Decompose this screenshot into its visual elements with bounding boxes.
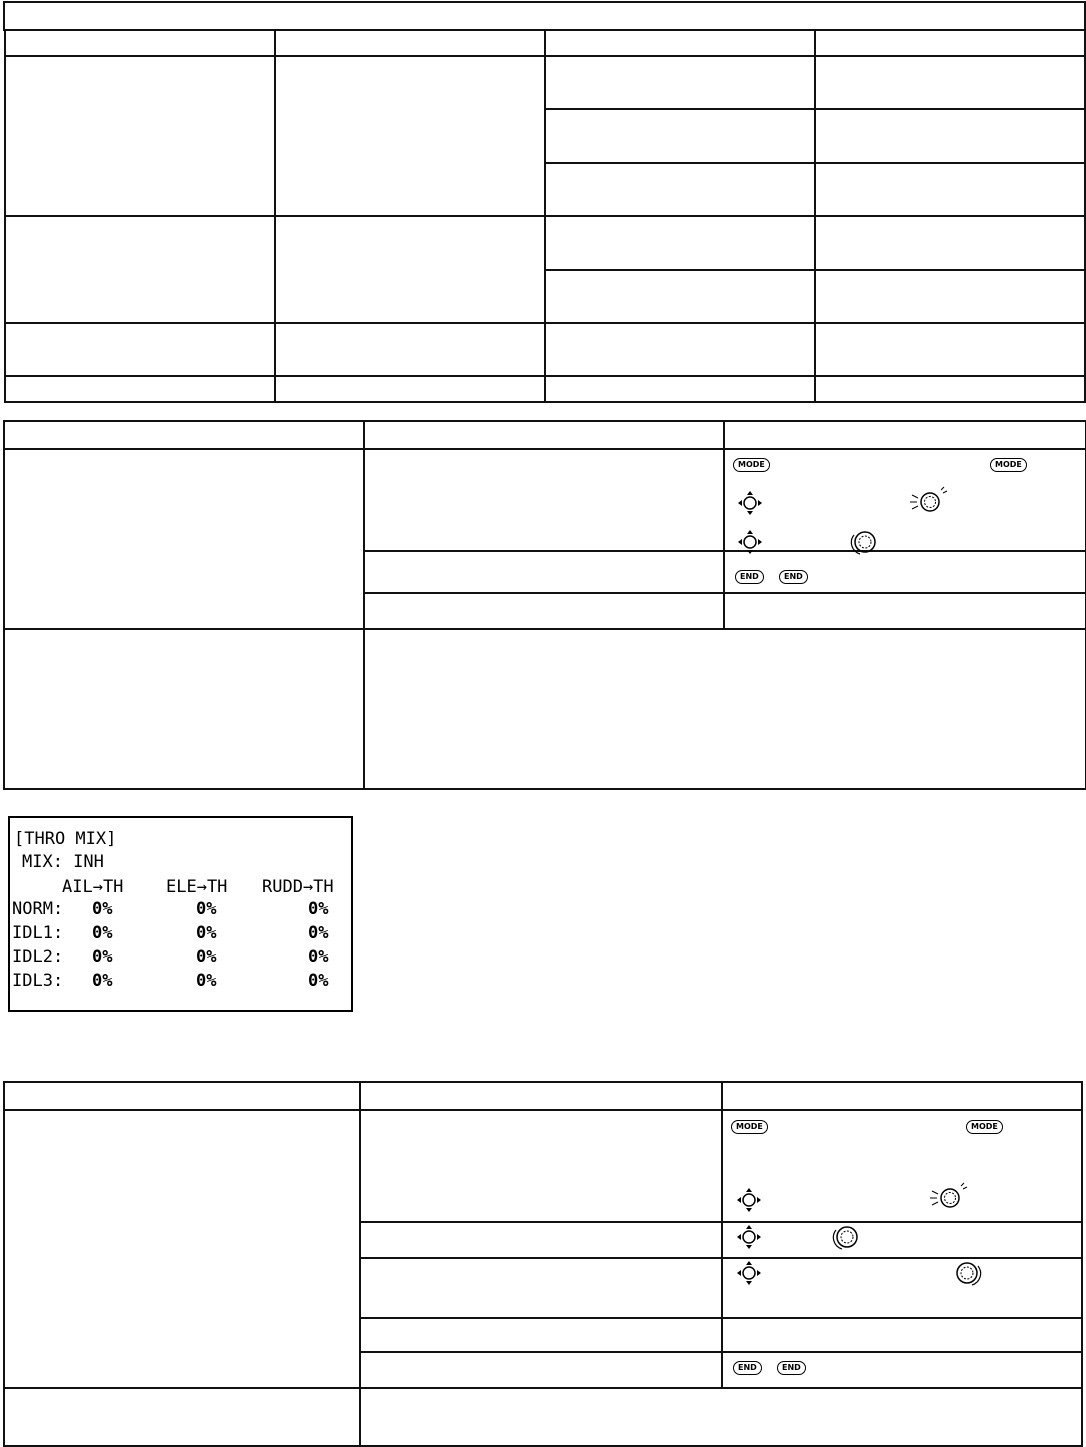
- lcd-column-header: ELE→TH: [166, 877, 228, 897]
- table-header-cell: [815, 30, 1085, 56]
- table-cell: [364, 551, 724, 593]
- table-cell: [815, 163, 1085, 216]
- lcd-column-header: AIL→TH: [62, 877, 124, 897]
- table-cell: [815, 323, 1085, 376]
- table-cell: [815, 56, 1085, 109]
- mode-button-icon: MODE: [731, 1120, 768, 1134]
- table-cell: [545, 270, 815, 323]
- table-header-cell: [4, 1082, 360, 1110]
- table-cell: [722, 1110, 1082, 1222]
- end-button-icon: END: [777, 1361, 806, 1375]
- table-cell: [4, 629, 364, 789]
- end-button-icon: END: [733, 1361, 762, 1375]
- joystick-cross-icon: [737, 490, 763, 516]
- table-cell: [5, 376, 275, 402]
- lcd-column-header: RUDD→TH: [262, 877, 334, 897]
- table-cell: [722, 1352, 1082, 1388]
- table-cell: [545, 56, 815, 109]
- lcd-screen: [8, 816, 353, 1012]
- end-button-icon: END: [735, 570, 764, 584]
- table-cell: [360, 1222, 722, 1258]
- table-cell: [815, 109, 1085, 163]
- dial-rotate-icon: [850, 527, 880, 557]
- end-button-icon: END: [779, 570, 808, 584]
- procedure-table-1: [3, 420, 1086, 790]
- table-cell: [360, 1258, 722, 1318]
- table-cell: [360, 1318, 722, 1352]
- lcd-row-label: IDL3:: [12, 971, 64, 991]
- joystick-cross-icon: [736, 1260, 762, 1286]
- table-cell: [724, 551, 1086, 593]
- lcd-value: 0%: [196, 899, 217, 919]
- dial-press-icon: [928, 1182, 968, 1212]
- table-cell: [364, 449, 724, 551]
- table-cell: [545, 109, 815, 163]
- table-header-cell: [545, 30, 815, 56]
- table-cell: [815, 216, 1085, 270]
- lcd-value: 0%: [196, 971, 217, 991]
- table-cell: [815, 270, 1085, 323]
- mode-button-icon: MODE: [733, 458, 770, 472]
- lcd-row-label: IDL1:: [12, 923, 64, 943]
- lcd-value: 0%: [92, 923, 113, 943]
- table-cell: [815, 376, 1085, 402]
- table-cell: [545, 323, 815, 376]
- procedure-table-2: [3, 1081, 1083, 1447]
- lcd-mix-status: MIX: INH: [22, 852, 104, 872]
- mode-button-icon: MODE: [966, 1120, 1003, 1134]
- lcd-value: 0%: [308, 971, 329, 991]
- table-cell: [275, 56, 545, 216]
- dial-press-icon: [908, 486, 948, 516]
- table-header-cell: [4, 421, 364, 449]
- lcd-value: 0%: [196, 947, 217, 967]
- lcd-value: 0%: [92, 947, 113, 967]
- table-cell: [5, 56, 275, 216]
- table-header-cell: [5, 30, 275, 56]
- table-cell: [4, 1388, 360, 1446]
- table-cell: [4, 1110, 360, 1388]
- table-cell: [722, 1222, 1082, 1258]
- table-cell: [5, 323, 275, 376]
- table-cell: [4, 449, 364, 629]
- table-cell: [5, 216, 275, 323]
- table-header-cell: [360, 1082, 722, 1110]
- table-cell: [275, 216, 545, 323]
- table-header-cell: [364, 421, 724, 449]
- table-cell: [360, 1388, 1082, 1446]
- lcd-value: 0%: [92, 971, 113, 991]
- lcd-value: 0%: [308, 923, 329, 943]
- table-cell: [722, 1318, 1082, 1352]
- table-cell: [360, 1352, 722, 1388]
- lcd-row-label: IDL2:: [12, 947, 64, 967]
- lcd-row-label: NORM:: [12, 899, 64, 919]
- joystick-cross-icon: [737, 529, 763, 555]
- table-cell: [275, 376, 545, 402]
- table-cell: [275, 323, 545, 376]
- table-header-cell: [724, 421, 1086, 449]
- table-cell: [364, 593, 724, 629]
- settings-table-1: [3, 1, 1086, 403]
- table-cell: [364, 629, 1086, 789]
- table-title-cell: [4, 2, 1085, 30]
- table-cell: [545, 216, 815, 270]
- mode-button-icon: MODE: [990, 458, 1027, 472]
- lcd-value: 0%: [308, 899, 329, 919]
- dial-rotate-icon: [832, 1222, 862, 1252]
- table-cell: [545, 376, 815, 402]
- dial-rotate-icon: [952, 1258, 984, 1290]
- lcd-value: 0%: [92, 899, 113, 919]
- table-header-cell: [275, 30, 545, 56]
- joystick-cross-icon: [736, 1224, 762, 1250]
- table-cell: [545, 163, 815, 216]
- lcd-value: 0%: [308, 947, 329, 967]
- table-header-cell: [722, 1082, 1082, 1110]
- table-cell: [724, 449, 1086, 551]
- lcd-title: [THRO MIX]: [14, 829, 117, 849]
- table-cell: [724, 593, 1086, 629]
- joystick-cross-icon: [736, 1187, 762, 1213]
- lcd-value: 0%: [196, 923, 217, 943]
- table-cell: [360, 1110, 722, 1222]
- table-cell: [722, 1258, 1082, 1318]
